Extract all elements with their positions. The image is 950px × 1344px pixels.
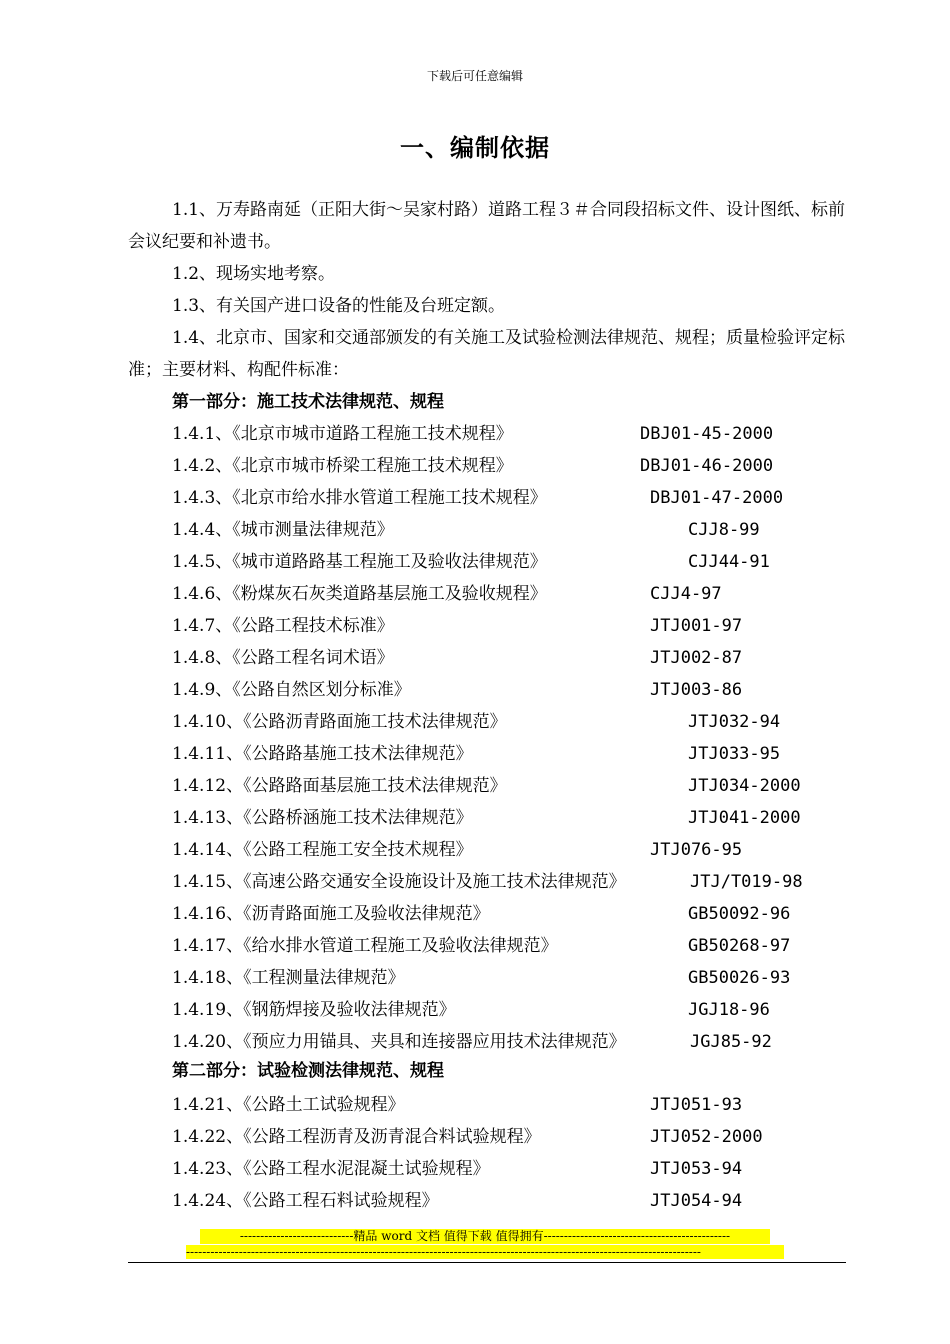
header-note: 下载后可任意编辑 bbox=[426, 69, 523, 83]
standard-item-code: JGJ85-92 bbox=[690, 1032, 772, 1052]
standard-item-label: 1.4.14、《公路工程施工安全技术规程》 bbox=[172, 840, 473, 860]
standard-item-code: JTJ/T019-98 bbox=[690, 872, 803, 892]
standard-item-label: 1.4.13、《公路桥涵施工技术法律规范》 bbox=[172, 808, 473, 828]
standard-item-code: DBJ01-45-2000 bbox=[640, 424, 774, 444]
standard-item-label: 1.4.2、《北京市城市桥梁工程施工技术规程》 bbox=[172, 456, 513, 476]
standard-item-code: JTJ034-2000 bbox=[688, 776, 801, 796]
standard-item-label: 1.4.19、《钢筋焊接及验收法律规范》 bbox=[172, 1000, 456, 1020]
standard-item-label: 1.4.18、《工程测量法律规范》 bbox=[172, 968, 405, 988]
standard-item-code: JTJ032-94 bbox=[688, 712, 781, 732]
page-title: 一、编制依据 bbox=[400, 133, 550, 162]
standard-item-code: JTJ002-87 bbox=[650, 648, 743, 668]
standard-item-code: JGJ18-96 bbox=[688, 1000, 770, 1020]
standard-item-label: 1.4.23、《公路工程水泥混凝土试验规程》 bbox=[172, 1159, 490, 1179]
standard-item-code: CJJ44-91 bbox=[688, 552, 770, 572]
standard-item-label: 1.4.17、《给水排水管道工程施工及验收法律规范》 bbox=[172, 936, 558, 956]
footer-rule bbox=[128, 1262, 846, 1263]
intro-paragraph-1: 1.1、万寿路南延（正阳大街～吴家村路）道路工程３＃合同段招标文件、设计图纸、标前会议纪要和补遗书。 bbox=[128, 200, 846, 252]
standard-item-code: CJJ8-99 bbox=[688, 520, 760, 540]
standard-item-label: 1.4.3、《北京市给水排水管道工程施工技术规程》 bbox=[172, 488, 547, 508]
standard-item-code: DBJ01-47-2000 bbox=[650, 488, 784, 508]
standard-item-code: GB50092-96 bbox=[688, 904, 791, 924]
section-heading-2: 第二部分：试验检测法律规范、规程 bbox=[172, 1061, 444, 1081]
footer-banner: ----------------------------精品 word 文档 值得下载 值得拥有---------------------------------------------- bbox=[200, 1229, 770, 1244]
standard-item-code: JTJ076-95 bbox=[650, 840, 743, 860]
standard-item-label: 1.4.22、《公路工程沥青及沥青混合料试验规程》 bbox=[172, 1127, 541, 1147]
standard-item-code: JTJ052-2000 bbox=[650, 1127, 763, 1147]
standard-item-label: 1.4.10、《公路沥青路面施工技术法律规范》 bbox=[172, 712, 507, 732]
standard-item-label: 1.4.16、《沥青路面施工及验收法律规范》 bbox=[172, 904, 490, 924]
intro-paragraph-3: 1.3、有关国产进口设备的性能及台班定额。 bbox=[172, 296, 506, 316]
standard-item-label: 1.4.6、《粉煤灰石灰类道路基层施工及验收规程》 bbox=[172, 584, 547, 604]
intro-paragraph-2: 1.2、现场实地考察。 bbox=[172, 264, 336, 284]
standard-item-code: JTJ053-94 bbox=[650, 1159, 743, 1179]
standard-item-code: CJJ4-97 bbox=[650, 584, 722, 604]
footer-dashes: ------------------------------------------------------------------------------------------------------------------------------- bbox=[186, 1245, 784, 1259]
standard-item-label: 1.4.24、《公路工程石料试验规程》 bbox=[172, 1191, 439, 1211]
standard-item-label: 1.4.20、《预应力用锚具、夹具和连接器应用技术法律规范》 bbox=[172, 1032, 626, 1052]
standard-item-code: JTJ033-95 bbox=[688, 744, 781, 764]
standard-item-code: DBJ01-46-2000 bbox=[640, 456, 774, 476]
standard-item-label: 1.4.9、《公路自然区划分标准》 bbox=[172, 680, 411, 700]
standard-item-code: JTJ041-2000 bbox=[688, 808, 801, 828]
intro-paragraph-4: 1.4、北京市、国家和交通部颁发的有关施工及试验检测法律规范、规程；质量检验评定标准；主要材料、构配件标准： bbox=[128, 328, 846, 380]
standard-item-label: 1.4.4、《城市测量法律规范》 bbox=[172, 520, 394, 540]
standard-item-code: GB50026-93 bbox=[688, 968, 791, 988]
standard-item-label: 1.4.11、《公路路基施工技术法律规范》 bbox=[172, 744, 473, 764]
standard-item-label: 1.4.7、《公路工程技术标准》 bbox=[172, 616, 394, 636]
standard-item-code: JTJ054-94 bbox=[650, 1191, 743, 1211]
standard-item-code: JTJ051-93 bbox=[650, 1095, 743, 1115]
section-heading-1: 第一部分：施工技术法律规范、规程 bbox=[172, 392, 444, 412]
standard-item-code: JTJ001-97 bbox=[650, 616, 743, 636]
standard-item-code: JTJ003-86 bbox=[650, 680, 743, 700]
standard-item-label: 1.4.15、《高速公路交通安全设施设计及施工技术法律规范》 bbox=[172, 872, 626, 892]
standard-item-label: 1.4.12、《公路路面基层施工技术法律规范》 bbox=[172, 776, 507, 796]
standard-item-label: 1.4.8、《公路工程名词术语》 bbox=[172, 648, 394, 668]
standard-item-label: 1.4.5、《城市道路路基工程施工及验收法律规范》 bbox=[172, 552, 547, 572]
standard-item-label: 1.4.1、《北京市城市道路工程施工技术规程》 bbox=[172, 424, 513, 444]
standard-item-code: GB50268-97 bbox=[688, 936, 791, 956]
standard-item-label: 1.4.21、《公路土工试验规程》 bbox=[172, 1095, 405, 1115]
